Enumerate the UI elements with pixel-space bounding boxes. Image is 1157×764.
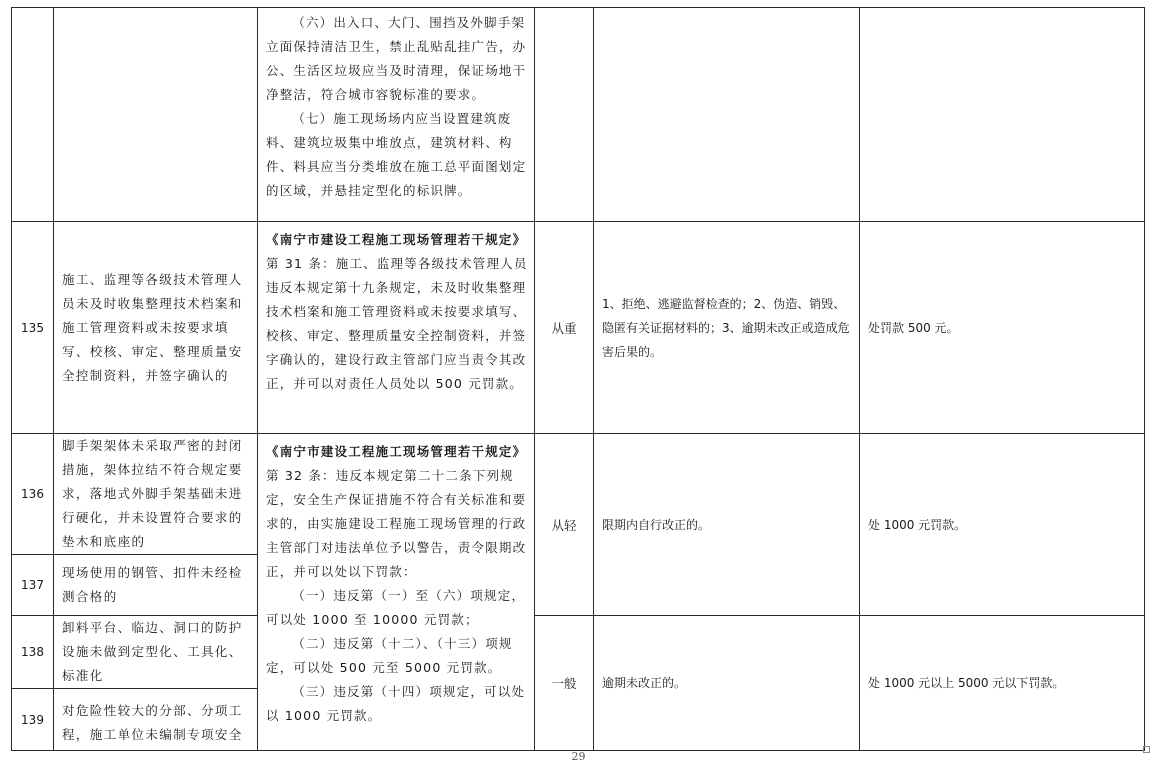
legal-basis-cell (258, 434, 535, 751)
violation-description: 对危险性较大的分部、分项工程，施工单位未编制专项安全 (54, 689, 258, 751)
penalty-description: 处 1000 元以上 5000 元以下罚款。 (860, 616, 1145, 751)
violation-description: 脚手架架体未采取严密的封闭措施，架体拉结不符合规定要求，落地式外脚手架基础未进行硬化，并未设置符合要求的垫木和底座的 (54, 434, 258, 555)
table-row (12, 616, 1145, 689)
violation-description: 卸料平台、临边、洞口的防护设施未做到定型化、工具化、标准化 (54, 616, 258, 689)
table-row (12, 222, 1145, 434)
violation-description: 施工、监理等各级技术管理人员未及时收集整理技术档案和施工管理资料或未按要求填写、校核、审定、整理质量安全控制资料，并签字确认的 (54, 222, 258, 434)
regulation-article: 第 31 条：施工、监理等各级技术管理人员违反本规定第十九条规定，未及时收集整理技术档案和施工管理资料或未按要求填写、校核、审定、整理质量安全控制资料，并签字确认的，建设行政主管部门应当责令其改正，并可以对责任人员处以 500 元罚款。 (266, 256, 528, 391)
regulation-title: 《南宁市建设工程施工现场管理若干规定》 (266, 444, 527, 459)
page-number: 29 (571, 750, 586, 763)
page-corner-mark (1143, 746, 1150, 753)
legal-basis-cell (258, 222, 535, 434)
row-number: 138 (12, 616, 54, 689)
basis-clause-1: （一）违反第（一）至（六）项规定，可以处 1000 至 10000 元罚款； (266, 588, 526, 627)
basis-clause-7: （七）施工现场场内应当设置建筑废料、建筑垃圾集中堆放点，建筑材料、构件、料具应当分类堆放在施工总平面图划定的区域，并悬挂定型化的标识牌。 (266, 111, 527, 198)
table-row (12, 8, 1145, 222)
penalty-standards-table (11, 7, 1145, 751)
violation-description: 现场使用的钢管、扣件未经检测合格的 (54, 555, 258, 616)
legal-basis-cell (258, 8, 535, 222)
regulation-title: 《南宁市建设工程施工现场管理若干规定》 (266, 232, 527, 247)
circumstance-description: 限期内自行改正的。 (594, 434, 860, 616)
discretion-level: 从轻 (535, 434, 594, 616)
basis-clause-2: （二）违反第（十二）、（十三）项规定，可以处 500 元至 5000 元罚款。 (266, 636, 513, 675)
row-number-cell (12, 8, 54, 222)
penalty-description: 处 1000 元罚款。 (860, 434, 1145, 616)
row-number: 135 (12, 222, 54, 434)
penalty-cell (860, 8, 1145, 222)
regulation-article: 第 32 条：违反本规定第二十二条下列规定，安全生产保证措施不符合有关标准和要求的，由实施建设工程施工现场管理的行政主管部门对违法单位予以警告，责令限期改正，并可以处以下罚款： (266, 468, 527, 579)
circumstance-description: 逾期未改正的。 (594, 616, 860, 751)
circumstance-cell (594, 8, 860, 222)
basis-clause-3: （三）违反第（十四）项规定，可以处以 1000 元罚款。 (266, 684, 526, 723)
circumstance-description: 1、拒绝、逃避监督检查的；2、伪造、销毁、隐匿有关证据材料的；3、逾期未改正或造成危害后果的。 (594, 222, 860, 434)
discretion-level: 从重 (535, 222, 594, 434)
table-row (12, 434, 1145, 555)
penalty-description: 处罚款 500 元。 (860, 222, 1145, 434)
discretion-level: 一般 (535, 616, 594, 751)
violation-cell (54, 8, 258, 222)
row-number: 136 (12, 434, 54, 555)
discretion-level-cell (535, 8, 594, 222)
row-number: 139 (12, 689, 54, 751)
row-number: 137 (12, 555, 54, 616)
basis-clause-6: （六）出入口、大门、围挡及外脚手架立面保持清洁卫生，禁止乱贴乱挂广告，办公、生活区垃圾应当及时清理，保证场地干净整洁，符合城市容貌标准的要求。 (266, 15, 527, 102)
